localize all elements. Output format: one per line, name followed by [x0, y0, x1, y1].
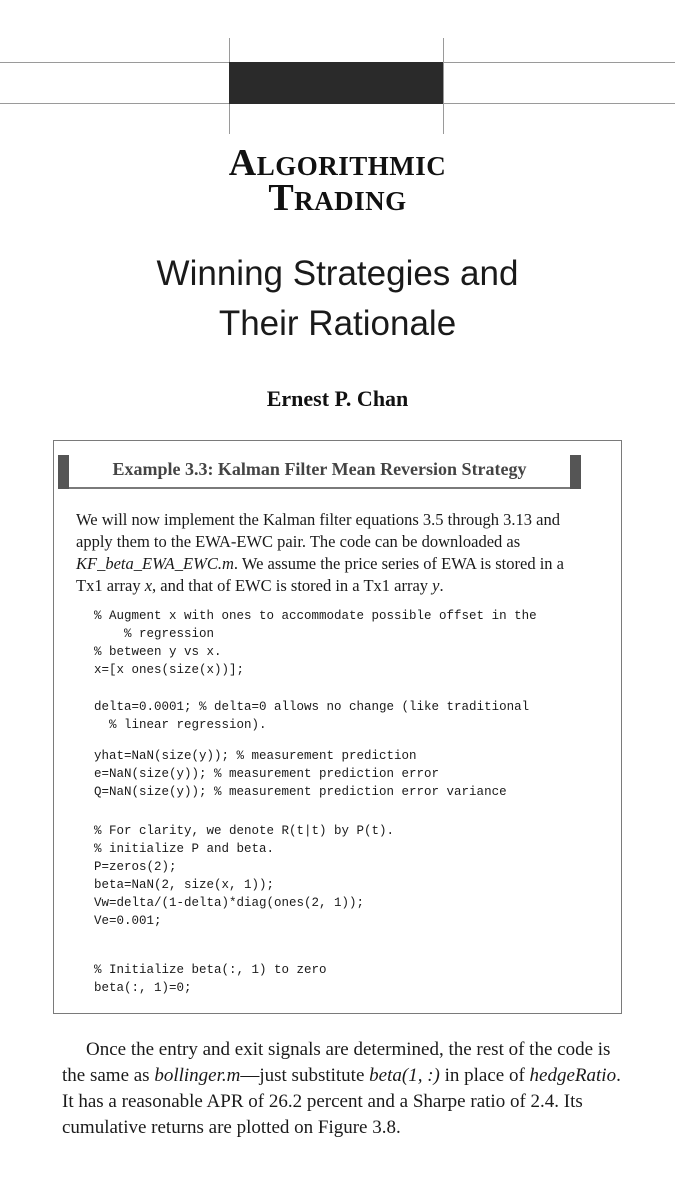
code-block-predictions: yhat=NaN(size(y)); % measurement prediction e=NaN(size(y)); % measurement prediction error Q=NaN(size(y)); % measurement prediction error variance	[94, 749, 507, 799]
code-block-augment: % Augment x with ones to accommodate possible offset in the % regression % between y vs x. x=[x ones(size(x))];	[94, 609, 537, 677]
intro-text-2: . We assume the price series of EWA is stored in a Tx1 array	[76, 554, 564, 595]
code-block-beta-zero: % Initialize beta(:, 1) to zero beta(:, 1)=0;	[94, 963, 327, 995]
example-intro	[76, 509, 591, 597]
closing-text-4: . It has a reasonable APR of 26.2 percent and a Sharpe ratio of 2.4. Its cumulative returns are plotted on Figure 3.8.	[62, 1065, 621, 1138]
book-author: Ernest P. Chan	[266, 386, 409, 411]
closing-filename: bollinger.m	[154, 1065, 241, 1086]
book-title-line1: Algorithmic	[228, 142, 447, 184]
closing-expr: beta(1, :)	[369, 1065, 440, 1086]
intro-filename: KF_beta_EWA_EWC.m	[76, 554, 234, 573]
intro-text-3: , and that of EWC is stored in a Tx1 array	[152, 576, 433, 595]
header-black-block	[229, 62, 443, 104]
intro-text-1: We will now implement the Kalman filter equations 3.5 through 3.13 and apply them to the EWA-EWC pair. The code can be downloaded as	[76, 510, 560, 551]
example-header	[58, 455, 581, 489]
code-block-initialize: % For clarity, we denote R(t|t) by P(t). % initialize P and beta. P=zeros(2); beta=NaN(2, size(x, 1)); Vw=delta/(1-delta)*diag(ones(2, 1)); Ve=0.001;	[94, 824, 395, 928]
intro-text-4: .	[439, 576, 444, 595]
header-rule-right	[443, 38, 444, 134]
closing-var: hedgeRatio	[529, 1065, 617, 1086]
book-title-line2: Trading	[268, 177, 407, 219]
closing-paragraph	[62, 1037, 632, 1141]
example-title: Example 3.3: Kalman Filter Mean Reversion Strategy	[112, 459, 527, 479]
closing-text-3: in place of	[439, 1065, 530, 1086]
intro-var-y: y	[432, 576, 440, 595]
intro-var-x: x	[144, 576, 153, 595]
closing-text-2: —just substitute	[240, 1065, 370, 1086]
book-subtitle-line2: Their Rationale	[218, 304, 457, 343]
example-box	[53, 440, 622, 1014]
book-subtitle-line1: Winning Strategies and	[156, 254, 519, 293]
code-block-delta: delta=0.0001; % delta=0 allows no change (like traditional % linear regression).	[94, 700, 530, 732]
closing-text-1: Once the entry and exit signals are determined, the rest of the code is the same as	[62, 1039, 611, 1086]
